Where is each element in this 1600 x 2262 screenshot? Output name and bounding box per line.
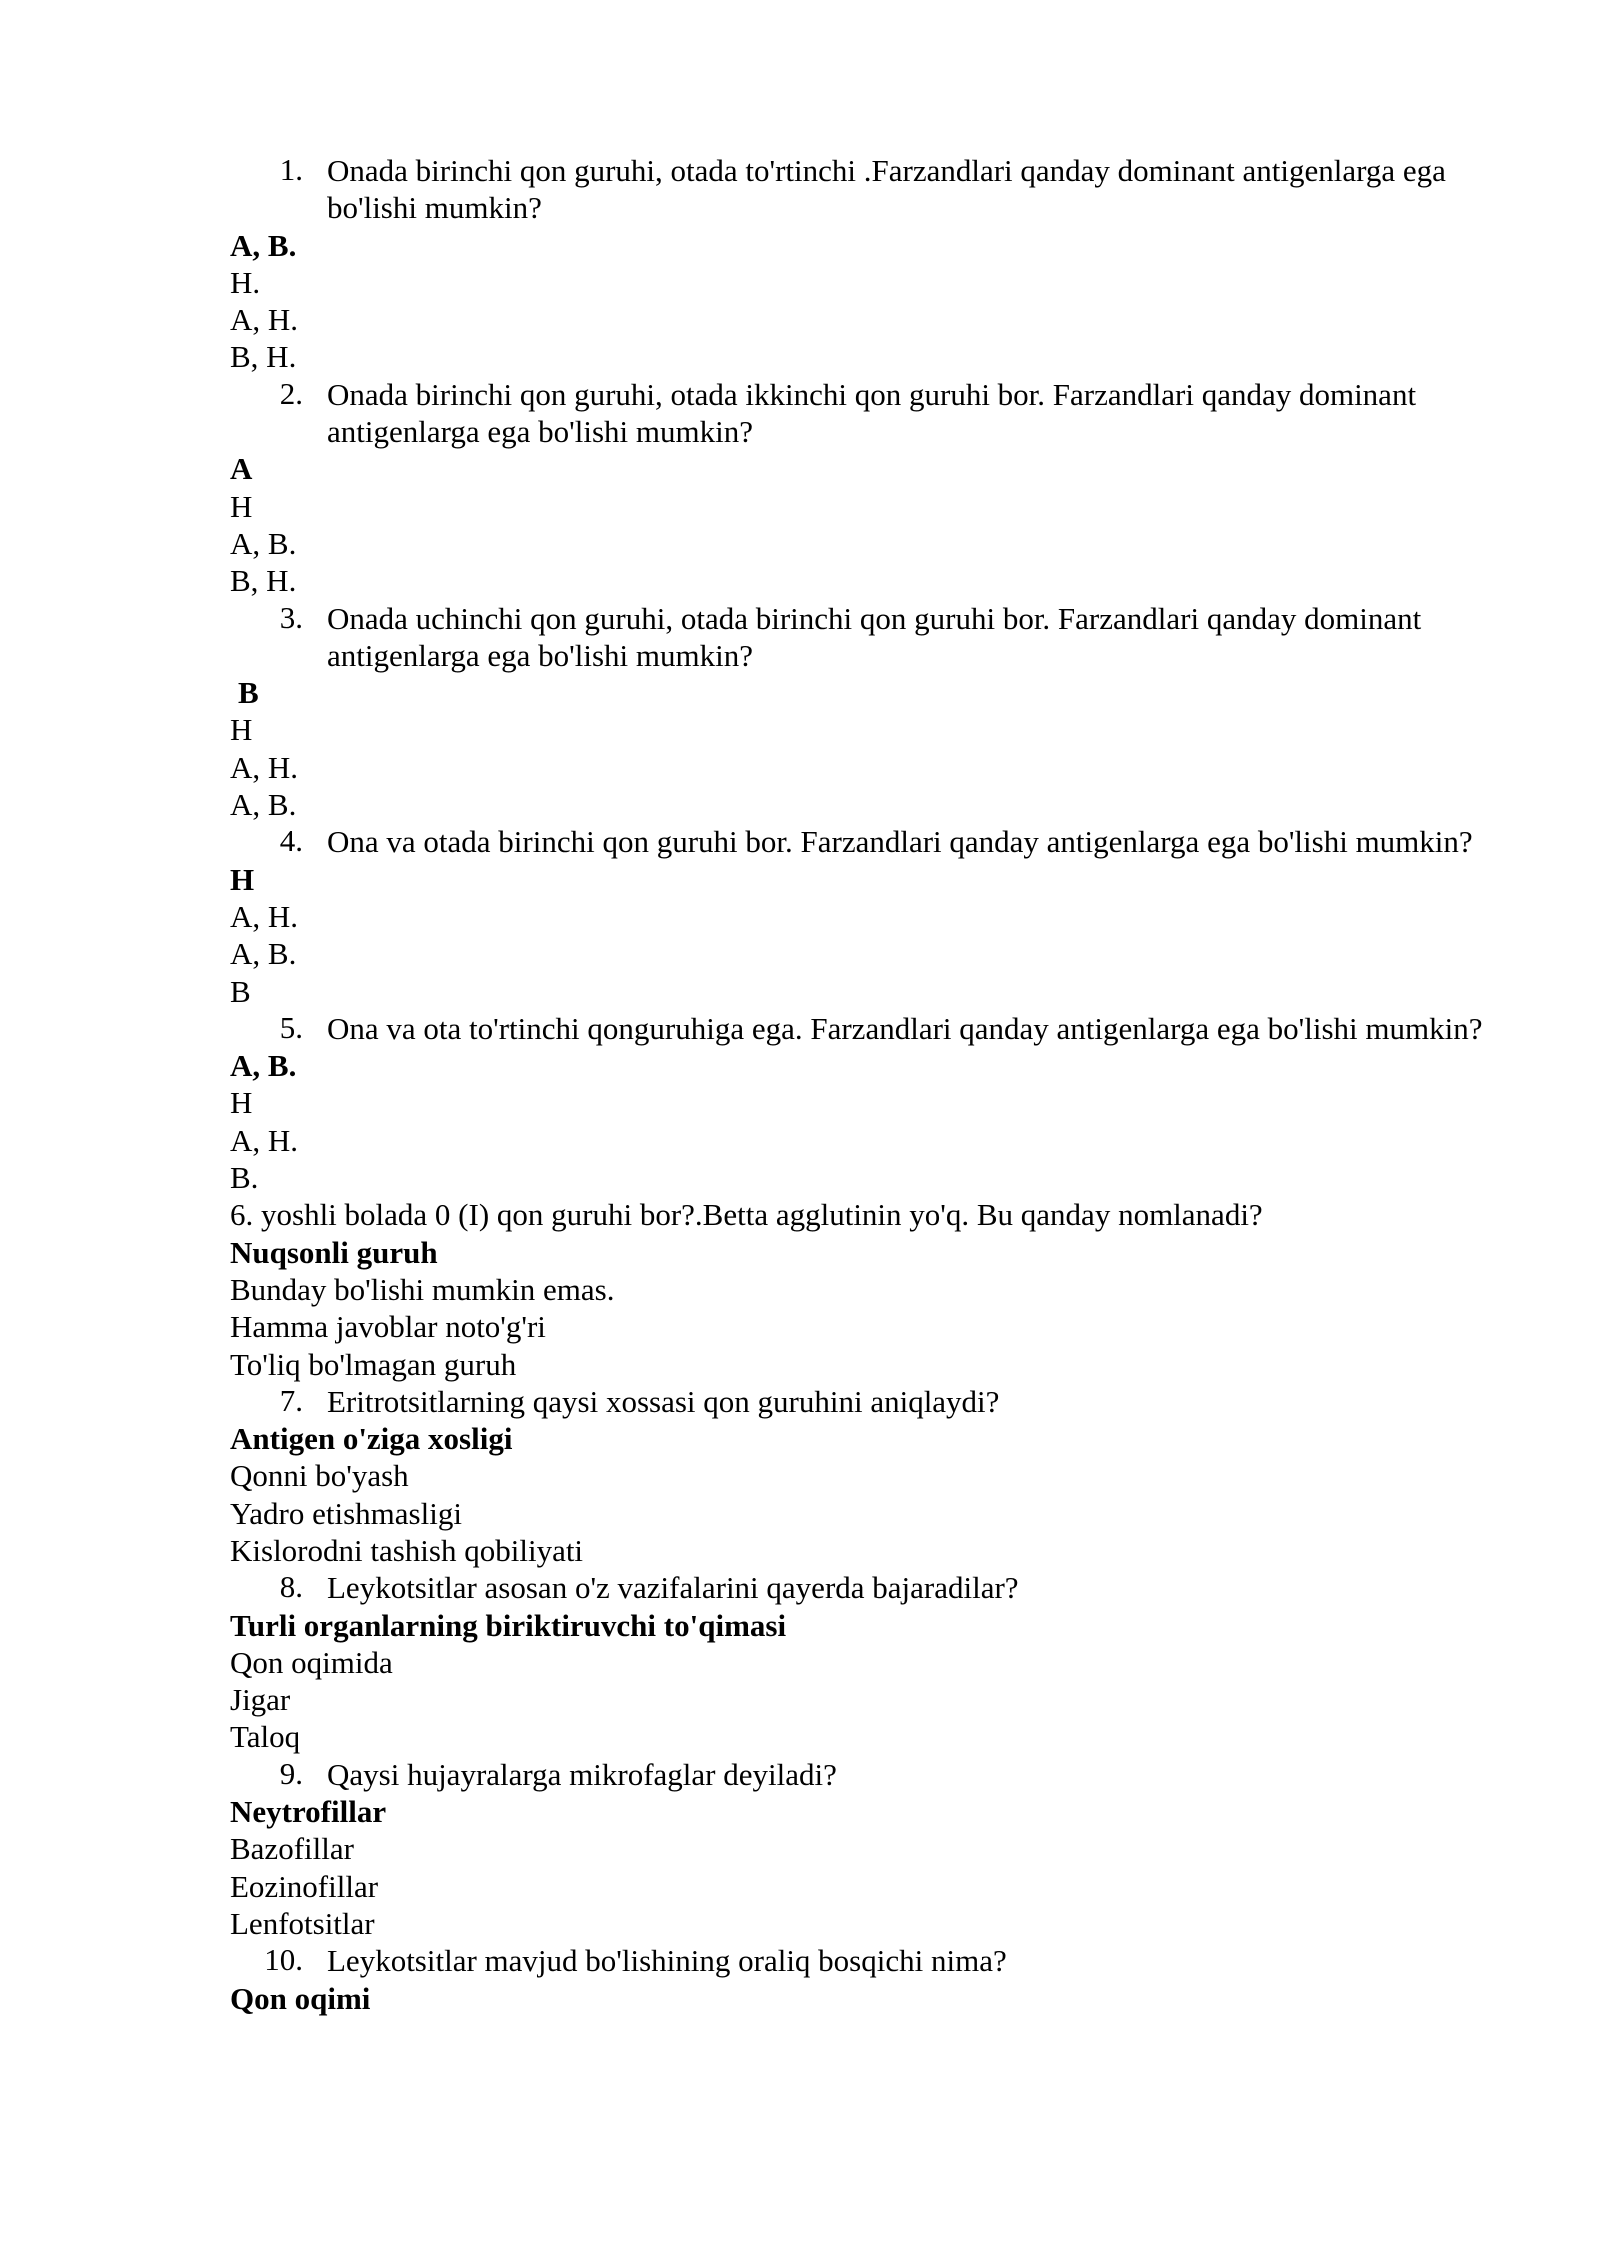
answer-option: Bazofillar [230,1831,354,1867]
answer-option: H. [230,264,261,300]
question-number: 5. [279,1009,303,1045]
quiz-content [230,152,1483,2017]
answer-option: Lenfotsitlar [230,1905,375,1941]
question-text: Leykotsitlar mavjud bo'lishining oraliq bosqichi nima? [327,1943,1007,1979]
answer-option: Bunday bo'lishi mumkin emas. [230,1271,615,1307]
answer-option: Qon oqimida [230,1644,393,1680]
correct-answer: H [230,861,255,897]
correct-answer: Nuqsonli guruh [230,1234,438,1270]
question-number: 3. [279,599,303,635]
answer-option: Jigar [230,1682,291,1718]
answer-option: Eozinofillar [230,1868,379,1904]
question-text: Leykotsitlar asosan o'z vazifalarini qayerda bajaradilar? [327,1570,1019,1606]
question-number: 7. [279,1382,303,1418]
correct-answer: Antigen o'ziga xosligi [230,1421,513,1457]
answer-option: To'liq bo'lmagan guruh [230,1346,517,1382]
answer-option: A, H. [230,1122,299,1158]
correct-answer: A, B. [230,227,297,263]
answer-option: A, H. [230,898,299,934]
question-text: Onada uchinchi qon guruhi, otada birinchi qon guruhi bor. Farzandlari qanday dominant antigenlarga ega bo'lishi mumkin? [327,600,1422,673]
answer-option: A, H. [230,302,299,338]
question-text: Qaysi hujayralarga mikrofaglar deyiladi? [327,1756,837,1792]
answer-option: H [230,488,253,524]
question-number: 1. [279,152,303,187]
question-4 [230,823,1480,860]
question-1 [230,152,1480,227]
answer-option: Qonni bo'yash [230,1458,409,1494]
answer-option: A, B. [230,787,297,823]
correct-answer: A [230,451,253,487]
question-number: 10. [264,1942,303,1978]
correct-answer: Turli organlarning biriktiruvchi to'qimasi [230,1607,787,1643]
answer-option: B, H. [230,563,297,599]
correct-answer: Qon oqimi [230,1980,371,2016]
answer-option: Taloq [230,1719,301,1755]
question-text: Ona va ota to'rtinchi qonguruhiga ega. Farzandlari qanday antigenlarga ega bo'lishi mumkin? [327,1010,1483,1046]
answer-option: Kislorodni tashish qobiliyati [230,1532,584,1568]
question-number: 8. [279,1569,303,1605]
answer-option: B. [230,1160,259,1196]
question-10 [230,1942,1480,1979]
question-text: Ona va otada birinchi qon guruhi bor. Farzandlari qanday antigenlarga ega bo'lishi mumkin? [327,824,1473,860]
question-6-text: 6. yoshli bolada 0 (I) qon guruhi bor?.Betta agglutinin yo'q. Bu qanday nomlanadi? [230,1197,1263,1233]
question-text: Onada birinchi qon guruhi, otada to'rtinchi .Farzandlari qanday dominant antigenlarga ega bo'lishi mumkin? [327,153,1446,226]
answer-option: H [230,712,253,748]
question-text: Onada birinchi qon guruhi, otada ikkinchi qon guruhi bor. Farzandlari qanday dominant antigenlarga ega bo'lishi mumkin? [327,376,1417,450]
question-2 [230,376,1480,451]
question-number: 4. [279,823,303,859]
answer-option: A, H. [230,749,299,785]
question-number: 9. [279,1755,303,1791]
answer-option: B [230,973,251,1009]
answer-option: H [230,1085,253,1121]
answer-option: B, H. [230,339,297,375]
question-7 [230,1383,1480,1420]
question-9 [230,1756,1480,1793]
correct-answer: Neytrofillar [230,1794,387,1830]
question-5 [230,1009,1483,1047]
answer-option: A, B. [230,936,297,972]
question-number: 2. [279,375,303,411]
answer-option: Hamma javoblar noto'g'ri [230,1309,546,1345]
correct-answer: A, B. [230,1048,297,1084]
answer-option: A, B. [230,525,297,561]
question-3 [230,600,1480,675]
correct-answer: B [238,675,259,711]
question-text: Eritrotsitlarning qaysi xossasi qon guruhini aniqlaydi? [327,1383,1000,1419]
question-8 [230,1569,1480,1606]
answer-option: Yadro etishmasligi [230,1495,462,1531]
